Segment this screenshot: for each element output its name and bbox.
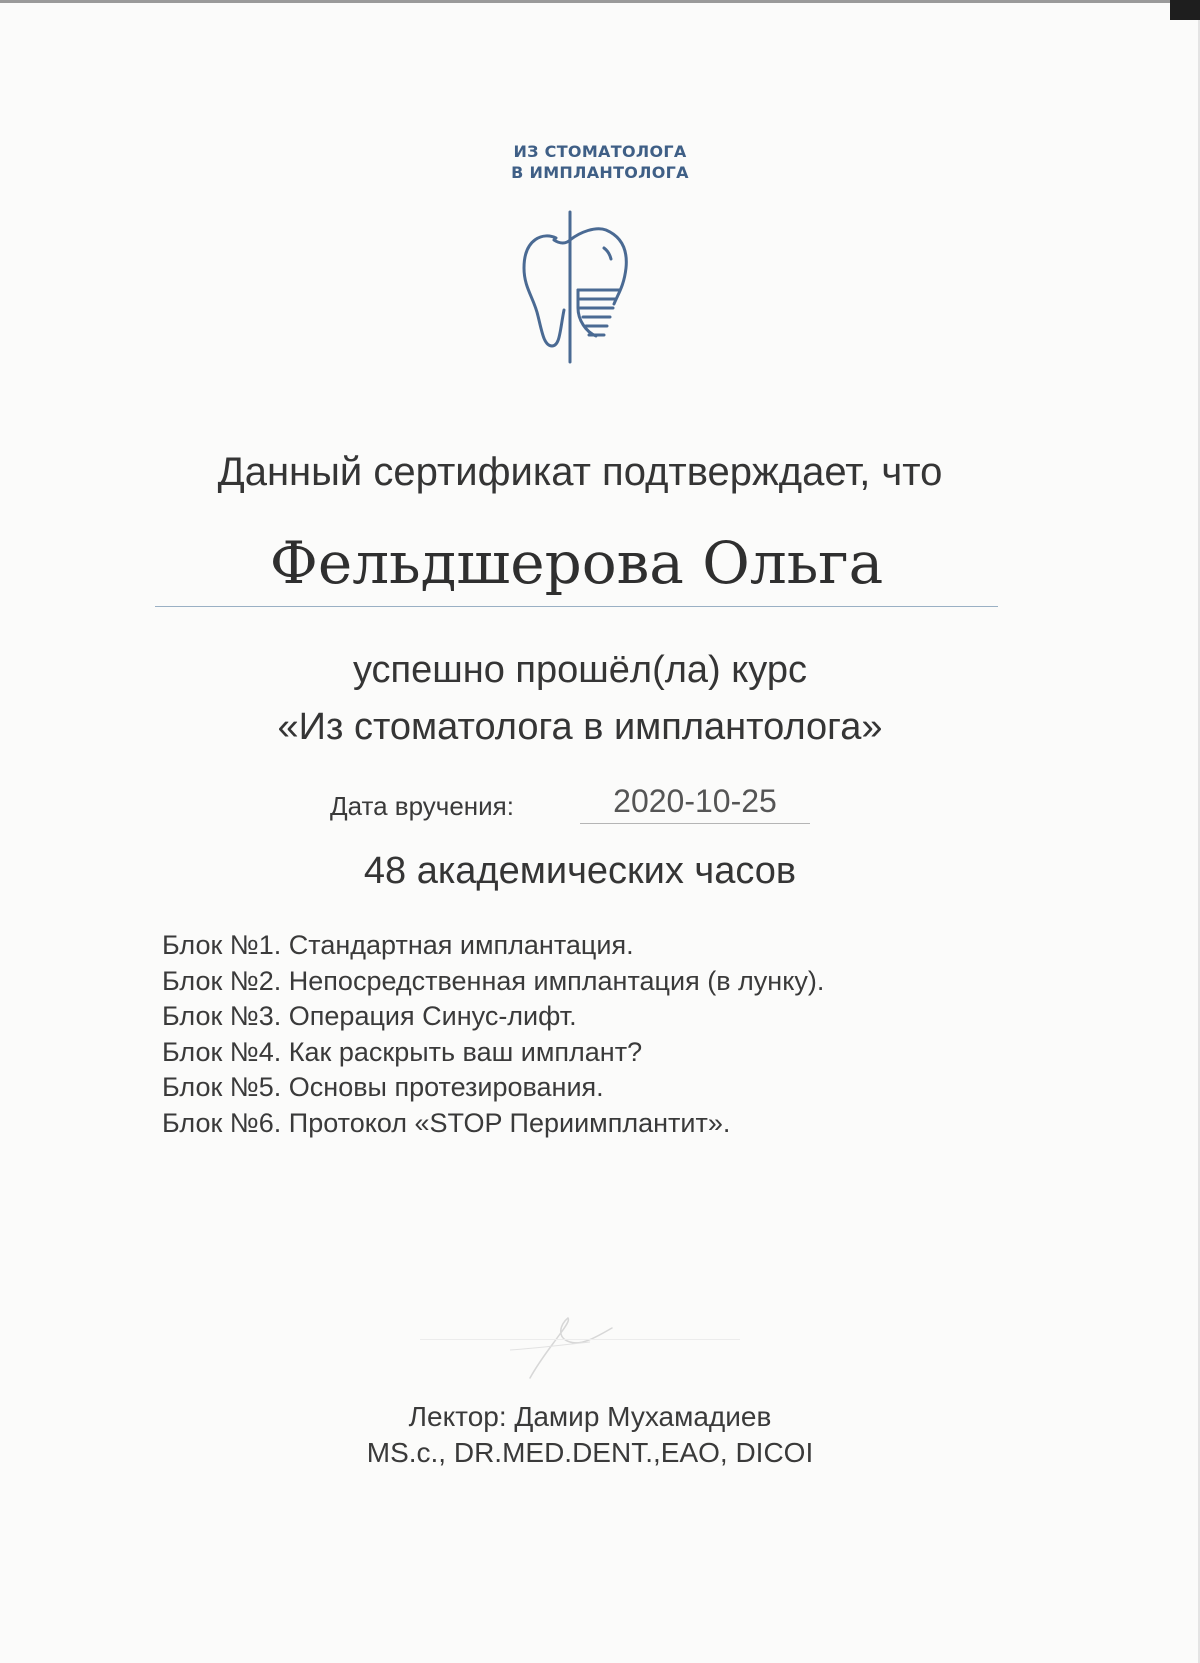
course-block-item: Блок №2. Непосредственная имплантация (в лунку). xyxy=(162,965,825,996)
course-block-item: Блок №4. Как раскрыть ваш имплант? xyxy=(162,1036,643,1067)
course-block-item: Блок №6. Протокол «STOP Периимплантит». xyxy=(162,1107,731,1138)
signature xyxy=(420,1290,740,1380)
signature-line xyxy=(420,1339,740,1340)
course-completed-text: успешно прошёл(ла) курс xyxy=(352,649,807,691)
scan-corner-mark xyxy=(1170,0,1200,20)
lecturer-credentials: MS.c., DR.MED.DENT.,EAO, DICOI xyxy=(366,1437,814,1468)
course-block-item: Блок №5. Основы протезирования. xyxy=(162,1072,604,1102)
course-block-item: Блок №1. Стандартная имплантация. xyxy=(162,930,634,960)
brand-title xyxy=(0,141,1200,183)
course-title: «Из стоматолога в имплантолога» xyxy=(277,706,883,748)
brand-line-1: ИЗ СТОМАТОЛОГА xyxy=(513,142,687,161)
academic-hours: 48 академических часов xyxy=(363,850,797,892)
scan-top-edge xyxy=(0,0,1200,3)
issue-date-value: 2020-10-25 xyxy=(613,783,777,819)
tooth-implant-icon xyxy=(520,210,640,370)
recipient-name: Фельдшерова Ольга xyxy=(269,529,884,597)
issue-date-label: Дата вручения: xyxy=(330,791,514,821)
certificate-intro: Данный сертификат подтверждает, что xyxy=(217,450,943,494)
lecturer-name: Лектор: Дамир Мухамадиев xyxy=(408,1401,772,1432)
issue-date-underline xyxy=(580,823,810,824)
brand-line-2: В ИМПЛАНТОЛОГА xyxy=(511,163,689,182)
course-blocks-list xyxy=(162,928,824,1141)
recipient-underline xyxy=(155,606,998,607)
course-block-item: Блок №3. Операция Синус-лифт. xyxy=(162,1001,577,1031)
